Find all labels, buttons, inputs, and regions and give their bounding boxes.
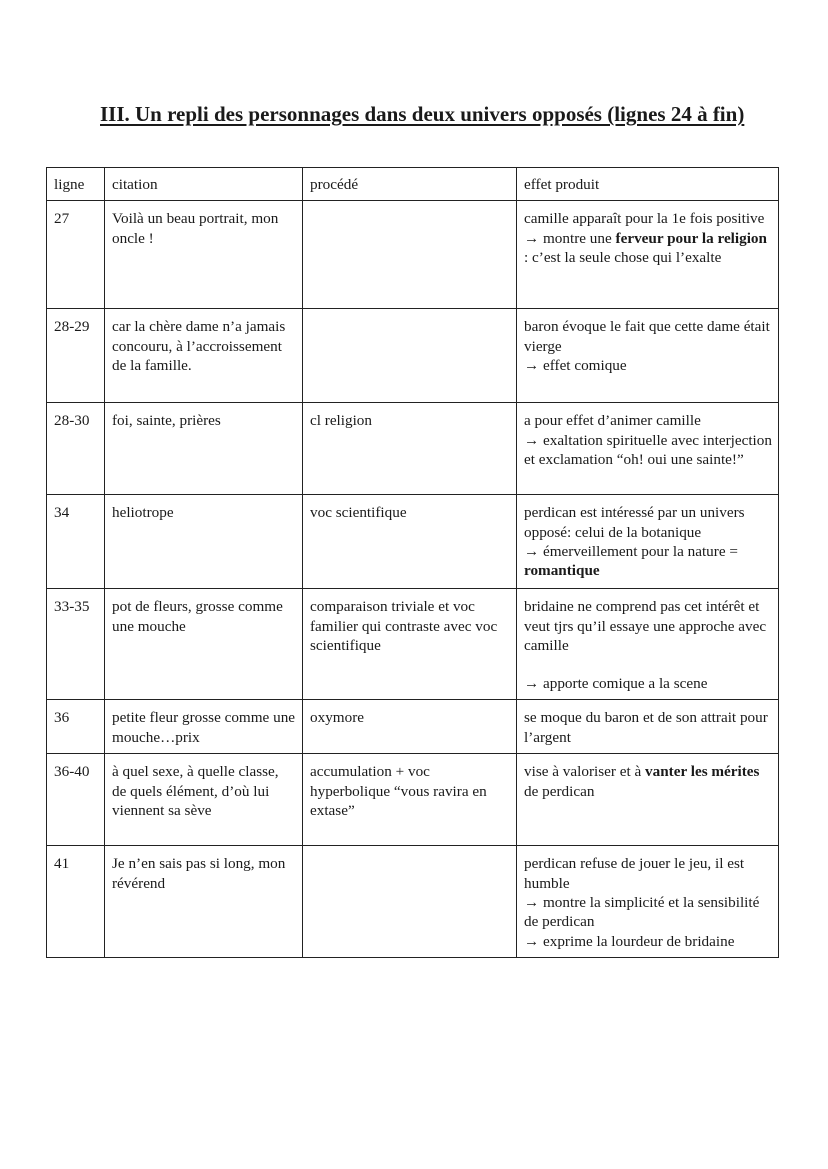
table-row xyxy=(47,495,779,589)
cell-ligne: 33-35 xyxy=(47,589,105,700)
emphasis-text: romantique xyxy=(524,562,600,580)
effet-text: perdican refuse de jouer le jeu, il est humble xyxy=(524,855,745,892)
effet-text: : c’est la seule chose qui l’exalte xyxy=(524,248,722,266)
cell-effet xyxy=(517,403,779,495)
cell-citation: heliotrope xyxy=(105,495,303,589)
header-procede: procédé xyxy=(303,168,517,201)
cell-ligne: 41 xyxy=(47,846,105,958)
cell-effet xyxy=(517,589,779,700)
table-row xyxy=(47,754,779,846)
cell-effet xyxy=(517,201,779,309)
cell-procede xyxy=(303,309,517,403)
cell-citation: car la chère dame n’a jamais concouru, à l’accroissement de la famille. xyxy=(105,309,303,403)
effet-text: → exaltation spirituelle avec interjection et exclamation “oh! oui une sainte!” xyxy=(524,431,772,468)
effet-text: → émerveillement pour la nature = xyxy=(524,542,738,560)
effet-text: se moque du baron et de son attrait pour l’argent xyxy=(524,709,768,746)
cell-effet xyxy=(517,309,779,403)
cell-citation: foi, sainte, prières xyxy=(105,403,303,495)
cell-procede: voc scientifique xyxy=(303,495,517,589)
table-row xyxy=(47,403,779,495)
cell-citation: pot de fleurs, grosse comme une mouche xyxy=(105,589,303,700)
cell-procede: oxymore xyxy=(303,700,517,754)
effet-text: → montre la simplicité et la sensibilité de perdican xyxy=(524,894,760,931)
cell-citation: petite fleur grosse comme une mouche…prix xyxy=(105,700,303,754)
cell-effet xyxy=(517,846,779,958)
cell-ligne: 28-30 xyxy=(47,403,105,495)
section-title: III. Un repli des personnages dans deux univers opposés (lignes 24 à fin) xyxy=(100,102,745,126)
effet-text: camille apparaît pour la 1e fois positive → montre une xyxy=(524,210,765,247)
table-row xyxy=(47,846,779,958)
cell-ligne: 28-29 xyxy=(47,309,105,403)
cell-procede xyxy=(303,201,517,309)
cell-effet xyxy=(517,700,779,754)
header-effet: effet produit xyxy=(517,168,779,201)
cell-effet xyxy=(517,754,779,846)
effet-text: baron évoque le fait que cette dame était vierge xyxy=(524,318,770,355)
table-row xyxy=(47,700,779,754)
cell-procede: comparaison triviale et voc familier qui contraste avec voc scientifique xyxy=(303,589,517,700)
cell-procede xyxy=(303,846,517,958)
cell-effet xyxy=(517,495,779,589)
cell-citation: à quel sexe, à quelle classe, de quels élément, d’où lui viennent sa sève xyxy=(105,754,303,846)
table-row xyxy=(47,309,779,403)
cell-procede: accumulation + voc hyperbolique “vous ravira en extase” xyxy=(303,754,517,846)
cell-ligne: 27 xyxy=(47,201,105,309)
effet-text: a pour effet d’animer camille xyxy=(524,412,701,430)
effet-text: bridaine ne comprend pas cet intérêt et veut tjrs qu’il essaye une approche avec camille xyxy=(524,598,767,654)
effet-text: de perdican xyxy=(524,782,595,800)
effet-text: vise à valoriser et à xyxy=(524,763,646,781)
effet-text: perdican est intéressé par un univers opposé: celui de la botanique xyxy=(524,504,745,541)
table-row xyxy=(47,201,779,309)
analysis-table xyxy=(46,167,779,958)
effet-text: → exprime la lourdeur de bridaine xyxy=(524,932,735,950)
cell-ligne: 36 xyxy=(47,700,105,754)
effet-text: → apporte comique a la scene xyxy=(524,675,708,693)
cell-procede: cl religion xyxy=(303,403,517,495)
table-header-row xyxy=(47,168,779,201)
effet-text: → effet comique xyxy=(524,356,627,374)
emphasis-text: vanter les mérites xyxy=(645,763,760,781)
cell-ligne: 34 xyxy=(47,495,105,589)
header-ligne: ligne xyxy=(47,168,105,201)
header-citation: citation xyxy=(105,168,303,201)
cell-citation: Voilà un beau portrait, mon oncle ! xyxy=(105,201,303,309)
paragraph-gap xyxy=(524,655,772,674)
cell-citation: Je n’en sais pas si long, mon révérend xyxy=(105,846,303,958)
cell-ligne: 36-40 xyxy=(47,754,105,846)
table-row xyxy=(47,589,779,700)
emphasis-text: ferveur pour la religion xyxy=(615,229,767,247)
